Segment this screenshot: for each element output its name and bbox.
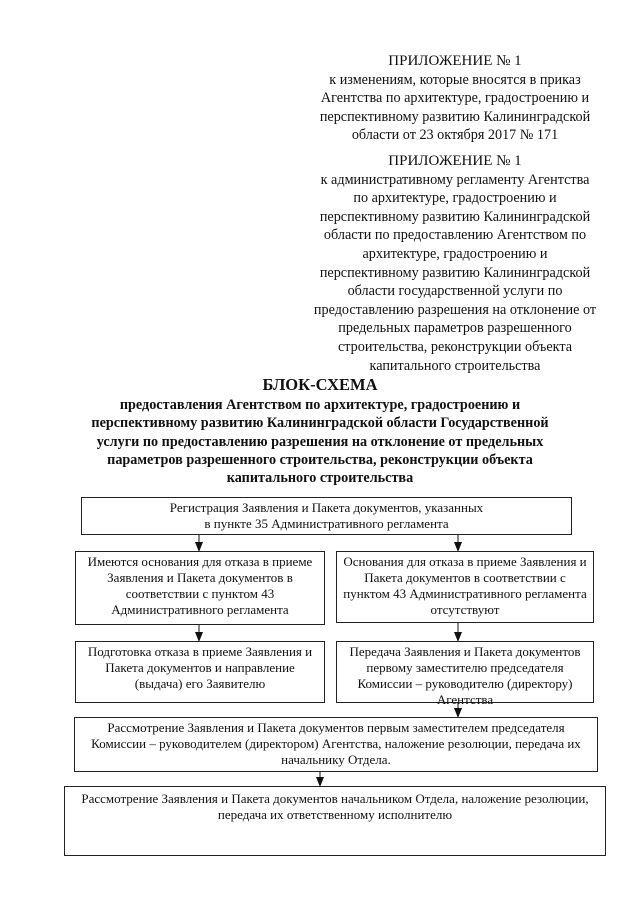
registration-box bbox=[81, 497, 572, 535]
head-review-box bbox=[64, 786, 606, 856]
grounds-exist-box bbox=[75, 551, 325, 625]
appendix-2-line: строительства, реконструкции объекта bbox=[337, 338, 572, 355]
appendix-2-title: ПРИЛОЖЕНИЕ № 1 bbox=[388, 153, 522, 169]
flowchart-subtitle-line: капитального строительства bbox=[226, 470, 414, 487]
flowchart-subtitle-line: перспективному развитию Калининградской области Государственной bbox=[91, 415, 549, 432]
appendix-2-line: области по предоставлению Агентством по bbox=[323, 227, 587, 244]
refusal-line: (выдача) его Заявителю bbox=[134, 676, 266, 691]
appendix-2-line: предоставлению разрешения на отклонение от bbox=[313, 301, 597, 318]
appendix-2-line: перспективному развитию Калининградской bbox=[319, 208, 591, 225]
head-review-line: передача их ответственному исполнителю bbox=[217, 807, 453, 822]
appendix-2-line: к административному регламенту Агентства bbox=[320, 171, 590, 188]
appendix-2-line: перспективному развитию Калининградской bbox=[319, 264, 591, 281]
appendix-1-title: ПРИЛОЖЕНИЕ № 1 bbox=[388, 53, 522, 69]
appendix-2-line: капитального строительства bbox=[369, 357, 541, 374]
head-review-line: Рассмотрение Заявления и Пакета документов начальником Отдела, наложение резолюции, bbox=[81, 791, 589, 806]
appendix-1-line: перспективному развитию Калининградской bbox=[319, 108, 591, 125]
grounds-absent-line: Пакета документов в соответствии с bbox=[364, 570, 566, 585]
appendix-2-line: по архитектуре, градостроению и bbox=[353, 190, 557, 207]
grounds-absent-line: отсутствуют bbox=[430, 602, 500, 617]
appendix-1-line: к изменениям, которые вносятся в приказ bbox=[329, 71, 581, 88]
grounds-exist-line: Административного регламента bbox=[111, 602, 289, 617]
appendix-2-line: области государственной услуги по bbox=[347, 283, 563, 300]
refusal-line: Подготовка отказа в приеме Заявления и bbox=[87, 644, 313, 659]
grounds-exist-line: Имеются основания для отказа в приеме bbox=[87, 554, 313, 569]
grounds-exist-line: соответствии с пунктом 43 bbox=[125, 586, 275, 601]
grounds-absent-box bbox=[336, 551, 594, 623]
refusal-box bbox=[75, 641, 325, 703]
flowchart-subtitle-line: параметров разрешенного строительства, реконструкции объекта bbox=[107, 451, 533, 468]
refusal-line: Пакета документов и направление bbox=[105, 660, 295, 675]
grounds-absent-line: пунктом 43 Административного регламента bbox=[343, 586, 587, 601]
director-review-line: Комиссии – руководителем (директором) Агентства, наложение резолюции, передача их bbox=[91, 736, 581, 751]
grounds-absent-line: Основания для отказа в приеме Заявления и bbox=[343, 554, 587, 569]
transfer-box bbox=[336, 641, 594, 707]
transfer-line: Передача Заявления и Пакета документов bbox=[349, 644, 581, 659]
appendix-1-line: области от 23 октября 2017 № 171 bbox=[351, 127, 559, 144]
flowchart-subtitle-line: предоставления Агентством по архитектуре, градостроению и bbox=[119, 397, 521, 413]
transfer-line: Комиссии – руководителю (директору) bbox=[357, 676, 573, 691]
transfer-line: первому заместителю председателя bbox=[366, 660, 564, 675]
registration-line: Регистрация Заявления и Пакета документов, указанных bbox=[169, 500, 484, 515]
registration-line: в пункте 35 Административного регламента bbox=[204, 516, 449, 531]
appendix-2-line: архитектуре, градостроению и bbox=[362, 245, 548, 262]
flowchart-subtitle-line: услуги по предоставлению разрешения на отклонение от предельных bbox=[96, 433, 544, 450]
director-review-box bbox=[74, 717, 598, 772]
grounds-exist-line: Заявления и Пакета документов в bbox=[107, 570, 293, 585]
flowchart-title: БЛОК-СХЕМА bbox=[262, 375, 378, 394]
director-review-line: начальнику Отдела. bbox=[281, 752, 391, 767]
transfer-line: Агентства bbox=[436, 692, 494, 707]
appendix-2-line: предельных параметров разрешенного bbox=[338, 320, 572, 337]
appendix-1-line: Агентства по архитектуре, градостроению и bbox=[320, 90, 590, 107]
director-review-line: Рассмотрение Заявления и Пакета документов первым заместителем председателя bbox=[107, 720, 565, 735]
